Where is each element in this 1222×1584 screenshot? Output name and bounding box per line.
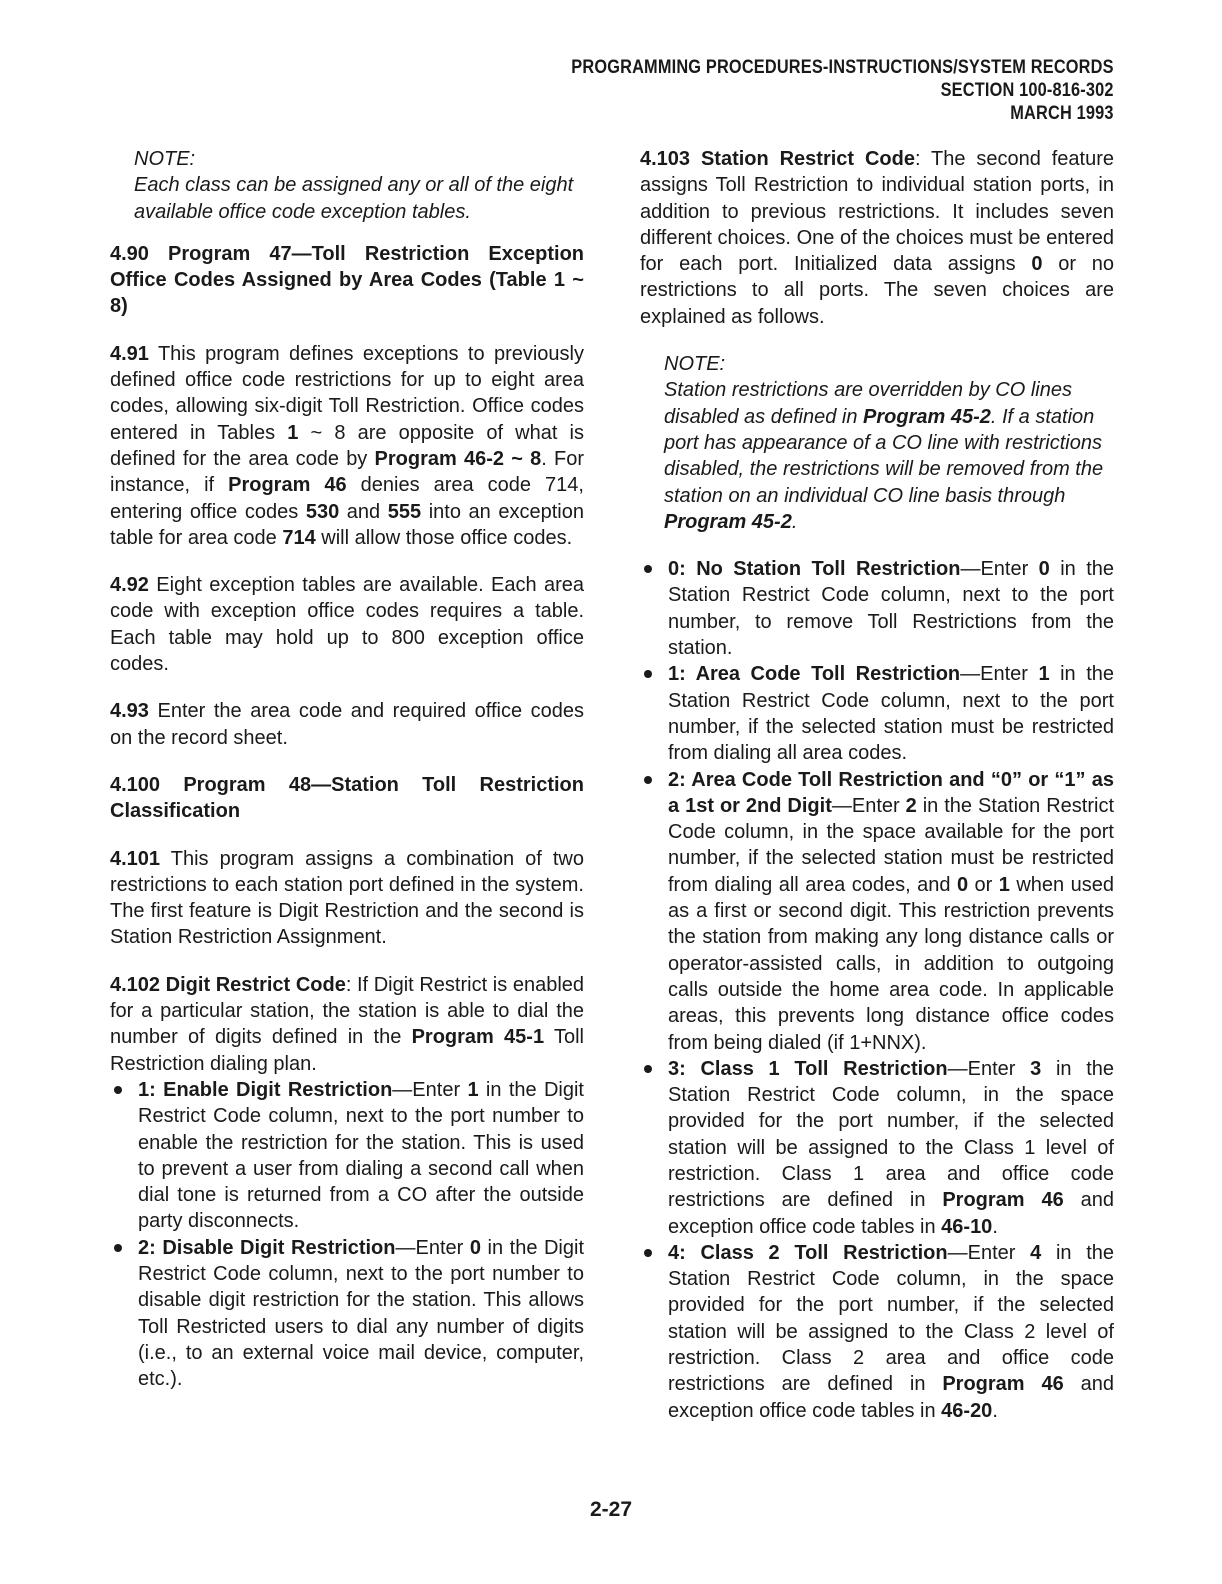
paragraph-4-103: 4.103 Station Restrict Code: The second feature assigns Toll Restriction to individual station ports, in addition to previous restrictions. It includes seven different choices. One of the choices must be entered for each port. Initialized data assigns 0 or no restrictions to all ports. The seven choices are explained as follows.	[640, 148, 1114, 328]
bullet-dot-icon	[644, 670, 652, 678]
bullet-dot-icon	[644, 1249, 652, 1257]
list-item: 1: Area Code Toll Restriction—Enter 1 in the Station Restrict Code column, next to the port number, if the selected station must be restricted from dialing all area codes.	[640, 661, 1114, 766]
list-item: 3: Class 1 Toll Restriction—Enter 3 in the Station Restrict Code column, in the space provided for the port number, if the selected station will be assigned to the Class 1 level of restriction. Class 1 area and office code restrictions are defined in Program 46 and exception office code tables in 46-10.	[640, 1056, 1114, 1240]
paragraph-4-102: 4.102 Digit Restrict Code: If Digit Restrict is enabled for a particular station, the station is able to dial the number of digits defined in the Program 45-1 Toll Restriction dialing plan.	[110, 973, 585, 1075]
list-item: 0: No Station Toll Restriction—Enter 0 in the Station Restrict Code column, next to the port number, to remove Toll Restrictions from the station.	[640, 556, 1114, 661]
note-block	[664, 351, 1114, 535]
note-label: NOTE:	[664, 353, 726, 376]
list-item: 1: Enable Digit Restriction—Enter 1 in the Digit Restrict Code column, next to the port number to enable the restriction for the station. This is used to prevent a user from dialing a second call when dial tone is returned from a CO after the outside party disconnects.	[110, 1077, 584, 1235]
note-label: NOTE:	[134, 148, 196, 170]
section-heading-4-90: 4.90 Program 47—Toll Restriction Exception Office Codes Assigned by Area Codes (Table 1 ~ 8)	[110, 242, 584, 318]
note-block	[134, 146, 584, 225]
section-heading-4-100: 4.100 Program 48—Station Toll Restriction Classification	[110, 773, 584, 823]
header-section: SECTION 100-816-302	[940, 80, 1114, 101]
bullet-dot-icon	[114, 1086, 122, 1094]
bullet-dot-icon	[644, 565, 652, 573]
note-text: Each class can be assigned any or all of the eight available office code exception tables.	[134, 174, 574, 223]
bullet-dot-icon	[114, 1244, 122, 1252]
list-item: 2: Disable Digit Restriction—Enter 0 in the Digit Restrict Code column, next to the port number to disable digit restriction for the station. This allows Toll Restricted users to dial any number of digits (i.e., to an external voice mail device, computer, etc.).	[110, 1235, 584, 1393]
list-item: 2: Area Code Toll Restriction and “0” or “1” as a 1st or 2nd Digit—Enter 2 in the Station Restrict Code column, in the space available for the port number, if the selected station must be restricted from dialing all area codes, and 0 or 1 when used as a first or second digit. This restriction prevents the station from making any long distance calls or operator-assisted calls, in addition to outgoing calls outside the home area code. In applicable areas, this prevents long distance office codes from being dialed (if 1+NNX).	[640, 767, 1114, 1056]
paragraph-4-92: 4.92 Eight exception tables are available. Each area code with exception office codes requires a table. Each table may hold up to 800 exception office codes.	[110, 574, 584, 676]
page-number: 2-27	[589, 1498, 633, 1521]
right-column	[640, 146, 1114, 1424]
paragraph-4-91: 4.91 This program defines exceptions to previously defined office code restrictions for up to eight area codes, allowing six-digit Toll Restriction. Office codes entered in Tables 1 ~ 8 are opposite of what is defined for the area code by Program 46-2 ~ 8. For instance, if Program 46 denies area code 714, entering office codes 530 and 555 into an exception table for area code 714 will allow those office codes.	[110, 342, 584, 549]
header-date: MARCH 1993	[1010, 103, 1114, 124]
station-restrict-list	[640, 556, 1114, 1424]
digit-restrict-list	[110, 1077, 584, 1393]
list-item: 4: Class 2 Toll Restriction—Enter 4 in the Station Restrict Code column, in the space provided for the port number, if the selected station will be assigned to the Class 2 level of restriction. Class 2 area and office code restrictions are defined in Program 46 and exception office code tables in 46-20.	[640, 1240, 1114, 1424]
header-title: PROGRAMMING PROCEDURES-INSTRUCTIONS/SYSTEM RECORDS	[571, 57, 1114, 78]
left-column	[110, 146, 584, 1392]
page-header	[572, 56, 1114, 125]
paragraph-4-93: 4.93 Enter the area code and required office codes on the record sheet.	[110, 700, 584, 749]
bullet-dot-icon	[644, 776, 652, 784]
bullet-dot-icon	[644, 1065, 652, 1073]
note-text: Station restrictions are overridden by CO lines disabled as defined in Program 45-2. If a station port has appearance of a CO line with restrictions disabled, the restrictions will be removed from the station on an individual CO line basis through Program 45-2.	[664, 379, 1104, 533]
paragraph-4-101: 4.101 This program assigns a combination of two restrictions to each station port defined in the system. The first feature is Digit Restriction and the second is Station Restriction Assignment.	[110, 847, 584, 949]
